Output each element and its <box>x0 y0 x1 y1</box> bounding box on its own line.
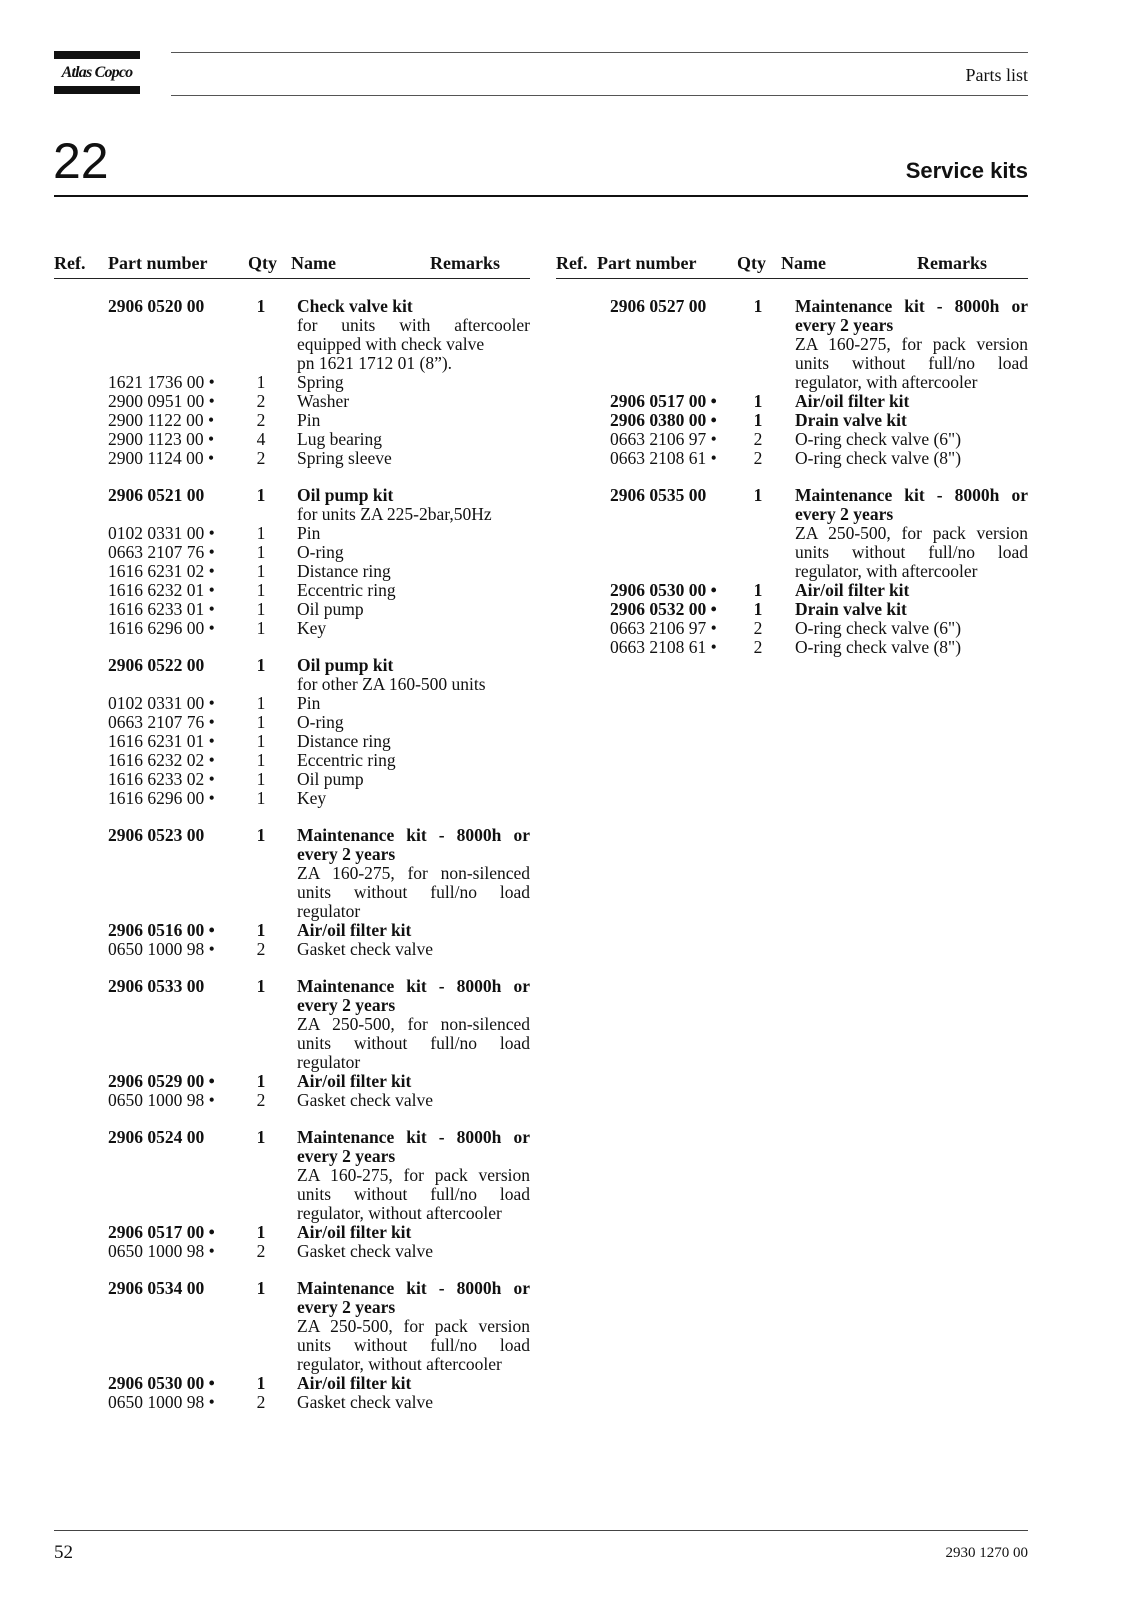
document-number: 2930 1270 00 <box>945 1545 1028 1561</box>
part-name: units without full/no load <box>297 882 530 902</box>
table-row <box>54 1128 530 1147</box>
table-row <box>54 524 530 543</box>
part-number: 2900 1123 00 • <box>108 429 215 449</box>
part-name: O-ring <box>297 712 344 732</box>
part-name: Pin <box>297 410 321 430</box>
table-row <box>54 694 530 713</box>
part-name: Washer <box>297 391 350 411</box>
table-row <box>54 1355 530 1374</box>
table-row <box>54 1147 530 1166</box>
quantity: 1 <box>256 920 266 940</box>
part-number: 0650 1000 98 • <box>108 1241 215 1261</box>
header-name: Name <box>291 253 336 273</box>
quantity: 2 <box>256 391 266 411</box>
table-row <box>54 902 530 921</box>
part-number: 0650 1000 98 • <box>108 1392 215 1412</box>
quantity: 1 <box>256 523 266 543</box>
part-name: Eccentric ring <box>297 750 396 770</box>
quantity: 1 <box>256 693 266 713</box>
part-name: Spring <box>297 372 344 392</box>
part-name: O-ring check valve (6") <box>795 429 962 449</box>
part-number: 2906 0517 00 • <box>610 391 717 411</box>
part-name: Distance ring <box>297 561 391 581</box>
header-part-number: Part number <box>108 253 208 273</box>
part-name: every 2 years <box>297 1297 396 1317</box>
kit-group <box>556 297 1028 468</box>
quantity: 1 <box>256 561 266 581</box>
table-row <box>54 845 530 864</box>
table-row <box>54 1185 530 1204</box>
part-number: 0102 0331 00 • <box>108 693 215 713</box>
part-number: 2906 0533 00 <box>108 976 205 996</box>
part-number: 1616 6233 01 • <box>108 599 215 619</box>
part-name: units without full/no load <box>297 1184 530 1204</box>
table-row <box>54 581 530 600</box>
section-title: Service kits <box>905 158 1028 183</box>
table-row <box>54 1279 530 1298</box>
table-row <box>54 996 530 1015</box>
table-row <box>54 505 530 524</box>
quantity: 1 <box>256 825 266 845</box>
part-name: regulator, without aftercooler <box>297 1354 502 1374</box>
kit-group <box>54 297 530 468</box>
quantity: 1 <box>256 731 266 751</box>
quantity: 1 <box>256 788 266 808</box>
header-qty: Qty <box>248 253 277 273</box>
part-number: 0663 2106 97 • <box>610 429 717 449</box>
quantity: 1 <box>256 542 266 562</box>
part-number: 1616 6231 02 • <box>108 561 215 581</box>
quantity: 2 <box>256 410 266 430</box>
part-name: Gasket check valve <box>297 939 434 959</box>
part-name: Maintenance kit - 8000h or <box>795 296 1028 316</box>
quantity: 1 <box>256 599 266 619</box>
part-name: regulator <box>297 1052 361 1072</box>
part-name: Maintenance kit - 8000h or <box>297 976 530 996</box>
part-name: Air/oil filter kit <box>795 391 910 411</box>
part-name: units without full/no load <box>297 1033 530 1053</box>
header-title: Parts list <box>965 65 1028 85</box>
table-row <box>54 826 530 845</box>
part-name: O-ring check valve (6") <box>795 618 962 638</box>
header-part-number: Part number <box>597 253 697 273</box>
table-row <box>54 600 530 619</box>
table-row <box>54 1317 530 1336</box>
part-name: ZA 160-275, for non-silenced <box>297 863 530 883</box>
part-name: Air/oil filter kit <box>297 920 412 940</box>
table-row <box>54 486 530 505</box>
part-name: Air/oil filter kit <box>297 1373 412 1393</box>
part-name: Key <box>297 788 327 808</box>
part-number: 2906 0530 00 • <box>610 580 717 600</box>
part-number: 1616 6296 00 • <box>108 618 215 638</box>
quantity: 1 <box>256 485 266 505</box>
part-name: Gasket check valve <box>297 1392 434 1412</box>
quantity: 1 <box>256 580 266 600</box>
quantity: 2 <box>753 448 763 468</box>
part-name: Air/oil filter kit <box>795 580 910 600</box>
part-number: 0102 0331 00 • <box>108 523 215 543</box>
table-row <box>54 883 530 902</box>
kit-group <box>54 656 530 808</box>
table-row <box>556 524 1028 543</box>
part-name: O-ring check valve (8") <box>795 448 962 468</box>
part-number: 2906 0520 00 <box>108 296 205 316</box>
logo-bar-top <box>54 51 140 59</box>
table-header <box>556 252 1028 279</box>
part-name: Spring sleeve <box>297 448 392 468</box>
table-row <box>54 392 530 411</box>
table-row <box>54 1298 530 1317</box>
table-row <box>54 1034 530 1053</box>
part-number: 2906 0530 00 • <box>108 1373 215 1393</box>
table-row <box>54 713 530 732</box>
quantity: 1 <box>256 1127 266 1147</box>
part-number: 2906 0380 00 • <box>610 410 717 430</box>
table-row <box>54 354 530 373</box>
part-number: 2906 0524 00 <box>108 1127 205 1147</box>
part-name: every 2 years <box>297 995 396 1015</box>
table-row <box>54 1072 530 1091</box>
part-name: Oil pump <box>297 769 364 789</box>
part-name: for other ZA 160-500 units <box>297 674 486 694</box>
table-row <box>556 354 1028 373</box>
kit-group <box>54 826 530 959</box>
table-row <box>54 1204 530 1223</box>
part-number: 2906 0523 00 <box>108 825 205 845</box>
part-name: for units ZA 225-2bar,50Hz <box>297 504 492 524</box>
table-body-left <box>54 297 530 1412</box>
part-name: Maintenance kit - 8000h or <box>297 1127 530 1147</box>
table-row <box>54 449 530 468</box>
table-row <box>556 392 1028 411</box>
part-name: Oil pump kit <box>297 485 394 505</box>
part-name: pn 1621 1712 01 (8”). <box>297 353 453 373</box>
table-row <box>54 373 530 392</box>
part-number: 2906 0532 00 • <box>610 599 717 619</box>
quantity: 2 <box>753 618 763 638</box>
header-ref: Ref. <box>54 253 86 273</box>
part-name: Air/oil filter kit <box>297 1222 412 1242</box>
table-row <box>556 449 1028 468</box>
part-name: ZA 250-500, for pack version <box>297 1316 530 1336</box>
part-name: every 2 years <box>297 1146 396 1166</box>
header-remarks: Remarks <box>917 253 987 273</box>
table-row <box>54 789 530 808</box>
table-row <box>54 1336 530 1355</box>
part-name: ZA 160-275, for pack version <box>297 1165 530 1185</box>
table-row <box>54 1242 530 1261</box>
table-body-right <box>556 297 1028 657</box>
quantity: 1 <box>256 655 266 675</box>
table-row <box>556 297 1028 316</box>
part-number: 1616 6233 02 • <box>108 769 215 789</box>
kit-group <box>54 1279 530 1412</box>
table-row <box>556 619 1028 638</box>
part-name: Oil pump kit <box>297 655 394 675</box>
table-row <box>54 656 530 675</box>
part-name: regulator, with aftercooler <box>795 372 978 392</box>
quantity: 1 <box>256 976 266 996</box>
table-row <box>54 297 530 316</box>
table-row <box>556 638 1028 657</box>
part-name: units without full/no load <box>795 542 1028 562</box>
table-row <box>54 1393 530 1412</box>
part-name: O-ring check valve (8") <box>795 637 962 657</box>
part-number: 2900 1122 00 • <box>108 410 215 430</box>
quantity: 1 <box>256 1222 266 1242</box>
part-name: regulator, without aftercooler <box>297 1203 502 1223</box>
kit-group <box>54 977 530 1110</box>
quantity: 2 <box>753 637 763 657</box>
part-number: 0663 2108 61 • <box>610 448 717 468</box>
footer-rule <box>54 1530 1028 1531</box>
part-name: Maintenance kit - 8000h or <box>795 485 1028 505</box>
part-name: for units with aftercooler <box>297 315 530 335</box>
quantity: 2 <box>256 448 266 468</box>
quantity: 2 <box>256 939 266 959</box>
table-row <box>54 921 530 940</box>
table-row <box>54 335 530 354</box>
quantity: 1 <box>753 410 763 430</box>
chapter-number: 22 <box>53 133 109 189</box>
table-row <box>556 373 1028 392</box>
table-row <box>54 619 530 638</box>
part-name: ZA 250-500, for pack version <box>795 523 1028 543</box>
quantity: 1 <box>753 391 763 411</box>
part-name: Key <box>297 618 327 638</box>
table-row <box>54 1015 530 1034</box>
part-number: 1616 6296 00 • <box>108 788 215 808</box>
parts-table-right <box>556 252 1028 675</box>
table-row <box>556 411 1028 430</box>
table-row <box>54 864 530 883</box>
table-row <box>54 430 530 449</box>
table-row <box>556 581 1028 600</box>
kit-group <box>556 486 1028 657</box>
quantity: 1 <box>256 712 266 732</box>
part-number: 0663 2107 76 • <box>108 712 215 732</box>
quantity: 2 <box>256 1241 266 1261</box>
part-number: 2900 0951 00 • <box>108 391 215 411</box>
quantity: 1 <box>753 580 763 600</box>
table-row <box>54 751 530 770</box>
part-number: 0663 2108 61 • <box>610 637 717 657</box>
part-name: every 2 years <box>795 504 894 524</box>
table-row <box>556 335 1028 354</box>
quantity: 2 <box>256 1392 266 1412</box>
header-qty: Qty <box>737 253 766 273</box>
part-name: every 2 years <box>297 844 396 864</box>
part-name: ZA 160-275, for pack version <box>795 334 1028 354</box>
table-row <box>556 600 1028 619</box>
part-name: Maintenance kit - 8000h or <box>297 825 530 845</box>
part-name: Oil pump <box>297 599 364 619</box>
part-number: 2906 0529 00 • <box>108 1071 215 1091</box>
part-number: 2906 0516 00 • <box>108 920 215 940</box>
part-name: O-ring <box>297 542 344 562</box>
part-number: 1621 1736 00 • <box>108 372 215 392</box>
quantity: 2 <box>753 429 763 449</box>
part-number: 2906 0517 00 • <box>108 1222 215 1242</box>
part-name: units without full/no load <box>297 1335 530 1355</box>
quantity: 2 <box>256 1090 266 1110</box>
table-row <box>556 562 1028 581</box>
part-number: 2906 0521 00 <box>108 485 205 505</box>
part-number: 0650 1000 98 • <box>108 939 215 959</box>
header-rule-bottom <box>171 95 1028 96</box>
table-row <box>54 543 530 562</box>
part-name: Drain valve kit <box>795 599 907 619</box>
part-number: 1616 6232 01 • <box>108 580 215 600</box>
part-name: Drain valve kit <box>795 410 907 430</box>
part-number: 2906 0527 00 <box>610 296 707 316</box>
table-row <box>54 1223 530 1242</box>
quantity: 1 <box>256 372 266 392</box>
table-row <box>54 1053 530 1072</box>
part-name: Check valve kit <box>297 296 413 316</box>
table-header <box>54 252 530 279</box>
part-number: 1616 6232 02 • <box>108 750 215 770</box>
quantity: 1 <box>753 485 763 505</box>
table-row <box>54 1374 530 1393</box>
part-name: regulator, with aftercooler <box>795 561 978 581</box>
part-name: Pin <box>297 523 321 543</box>
page-number: 52 <box>54 1542 73 1563</box>
table-row <box>556 486 1028 505</box>
part-number: 0663 2106 97 • <box>610 618 717 638</box>
part-number: 2906 0522 00 <box>108 655 205 675</box>
quantity: 1 <box>256 1373 266 1393</box>
part-number: 2906 0535 00 <box>610 485 707 505</box>
part-name: regulator <box>297 901 361 921</box>
table-row <box>54 675 530 694</box>
quantity: 1 <box>256 1278 266 1298</box>
quantity: 4 <box>256 429 266 449</box>
logo-text: Atlas Copco <box>61 64 133 81</box>
part-name: Maintenance kit - 8000h or <box>297 1278 530 1298</box>
part-name: units without full/no load <box>795 353 1028 373</box>
table-row <box>556 316 1028 335</box>
part-name: Gasket check valve <box>297 1241 434 1261</box>
part-name: Lug bearing <box>297 429 383 449</box>
header-ref: Ref. <box>556 253 588 273</box>
table-row <box>54 977 530 996</box>
table-row <box>556 430 1028 449</box>
table-row <box>54 316 530 335</box>
part-number: 1616 6231 01 • <box>108 731 215 751</box>
part-number: 2906 0534 00 <box>108 1278 205 1298</box>
table-row <box>54 732 530 751</box>
part-name: ZA 250-500, for non-silenced <box>297 1014 530 1034</box>
quantity: 1 <box>753 599 763 619</box>
logo-bar-bottom <box>54 86 140 94</box>
kit-group <box>54 1128 530 1261</box>
table-row <box>54 411 530 430</box>
table-row <box>54 770 530 789</box>
kit-group <box>54 486 530 638</box>
part-name: Air/oil filter kit <box>297 1071 412 1091</box>
part-number: 0663 2107 76 • <box>108 542 215 562</box>
part-name: Eccentric ring <box>297 580 396 600</box>
table-row <box>54 940 530 959</box>
part-name: every 2 years <box>795 315 894 335</box>
table-row <box>556 505 1028 524</box>
header-remarks: Remarks <box>430 253 500 273</box>
header-rule-top <box>171 52 1028 53</box>
table-row <box>54 562 530 581</box>
part-name: Distance ring <box>297 731 391 751</box>
header-name: Name <box>781 253 826 273</box>
part-name: Pin <box>297 693 321 713</box>
table-row <box>556 543 1028 562</box>
quantity: 1 <box>256 296 266 316</box>
quantity: 1 <box>256 618 266 638</box>
quantity: 1 <box>256 1071 266 1091</box>
atlas-copco-logo <box>54 51 140 95</box>
part-number: 2900 1124 00 • <box>108 448 215 468</box>
parts-table-left <box>54 252 530 1430</box>
part-name: Gasket check valve <box>297 1090 434 1110</box>
quantity: 1 <box>256 769 266 789</box>
quantity: 1 <box>753 296 763 316</box>
part-name: equipped with check valve <box>297 334 485 354</box>
table-row <box>54 1166 530 1185</box>
chapter-rule <box>54 195 1028 197</box>
table-row <box>54 1091 530 1110</box>
part-number: 0650 1000 98 • <box>108 1090 215 1110</box>
quantity: 1 <box>256 750 266 770</box>
